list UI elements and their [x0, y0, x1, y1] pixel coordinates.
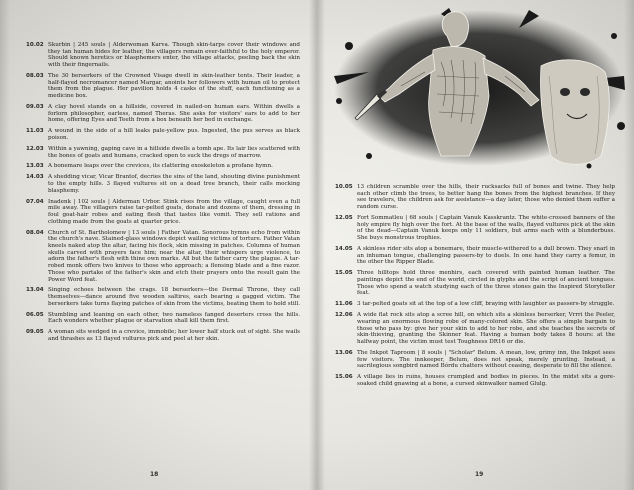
- hex-number: 15.06: [335, 374, 353, 381]
- hex-number: 06.05: [26, 311, 44, 318]
- hex-description: A wound in the side of a hill leaks pale-yellow pus. Ingested, the pus serves as black poison.: [48, 128, 300, 141]
- hex-number: 12.05: [335, 215, 353, 221]
- hex-entry: [26, 128, 300, 141]
- hex-entry: [335, 374, 615, 387]
- hex-description: 3 tar-pelted goats sit at the top of a low cliff, braying with laughter as passers-by struggle.: [357, 301, 615, 308]
- hex-description: A skinless rider sits atop a bonemare, their muscle-withered to a dull brown. They snarl in an inhuman tongue, challenging passers-by to duels. In one hand they carry a femur, in the other the Ripper Blade.: [357, 246, 615, 266]
- hex-entry: [335, 301, 615, 308]
- hex-number: 13.06: [335, 349, 353, 356]
- hex-entry: [26, 287, 300, 307]
- hex-entry: [26, 199, 300, 226]
- hex-number: 14.03: [26, 174, 44, 181]
- hex-description: Inadenk | 102 souls | Alderman Urbor. Stink rises from the village, caught even a full mile away. The villagers raise tar-pelted goats, donate and dozens of them, dressing in foul goat-hair robes and eating flesh that tastes like vomit. They sell rations and clothing made from the goats at quarter price.: [48, 198, 300, 225]
- hex-description: Within a yawning, gaping cave in a hillside dwells a tomb ape. Its lair lies scattered with the bones of goats and humans, cracked open to suck the dregs of marrow.: [48, 145, 300, 159]
- hex-number: 09.05: [26, 329, 44, 336]
- hex-entry: [335, 270, 615, 297]
- hex-number: 07.04: [26, 198, 44, 205]
- right-page: [317, 0, 634, 490]
- flayed-figure-illustration: [329, 6, 629, 182]
- hex-entry: [26, 42, 300, 69]
- hex-entry: [26, 73, 300, 100]
- hex-description: Church of St. Bartholomew | 13 souls | Father Vatan. Sonorous hymns echo from within the church's nave. Stained-glass windows depict wailing victims of torture. Father Vatan kneels naked atop the altar, facing his flock, skin missing in patches. Columns of human skulls carved with prayers face him; near the altar, their whispers urge violence, to adorn the father's flesh with thine own marks. All but the father carry the plague. A tar-robed monk offers two knives to those who approach; a flensing blade and a fine razor. Those who partake of the father's skin and etch their prayers onto the result gain the Power Word feat.: [48, 229, 300, 283]
- hex-entry: [26, 230, 300, 284]
- hex-entry: [26, 174, 300, 194]
- hex-number: 11.06: [335, 301, 353, 308]
- hex-description: A wide flat rock sits atop a scree hill, on which sits a skinless berserker, Vrrri the Peeler, wearing an enormous flowing robe of many-colored skin. She offers a simple bargain to those who pass by: give her your skin to add to her robe, and she teaches the secrets of skin-thieving, granting the Skinner feat. Having a human body takes 8 hours: at the halfway point, the victim must test Toughness DR16 or die.: [357, 312, 615, 345]
- hex-entry: [335, 246, 615, 266]
- hex-description: The 30 berserkers of the Crowned Visage dwell in skin-leather tents. Their leader, a half-flayed necromancer named Margar, anoints her followers with human oil to protect them from the plague. Her pavilion holds 4 casks of the stuff, each functioning as a medicine box.: [48, 73, 300, 100]
- hex-description: Singing echoes between the crags. 18 berserkers—the Dermal Throne, they call themselves—dance around five wooden saltires, each bearing a gagged victim. The berserkers take turns flaying patches of skin from the victims, beating them to hold still.: [48, 287, 300, 307]
- page-number-left: 18: [150, 471, 159, 478]
- hex-entry: [26, 312, 300, 325]
- hex-number: 12.03: [26, 145, 44, 152]
- hex-number: 08.03: [26, 73, 44, 79]
- hex-entry: [335, 312, 615, 346]
- hex-number: 12.06: [335, 312, 353, 319]
- hex-number: 13.03: [26, 163, 44, 170]
- right-entries: [335, 184, 615, 392]
- hex-entry: [26, 146, 300, 159]
- hex-number: 08.04: [26, 229, 44, 236]
- page-number-right: 19: [475, 471, 484, 478]
- hex-description: A woman sits wedged in a crevice, immobile; her lower half stuck out of sight. She wails and thrashes as 13 flayed vultures pick and peel at her skin.: [48, 329, 300, 343]
- hex-entry: [26, 329, 300, 342]
- hex-description: A bonemare leaps over the crevices, its clattering exoskeleton a profane hymn.: [48, 163, 273, 170]
- hex-description: A village lies in ruins, houses crumpled and bodies in pieces. In the midst sits a gore-soaked child gnawing at a bone, a cursed skinwalker named Glulg.: [357, 374, 615, 387]
- hex-entry: [335, 350, 615, 370]
- hex-entry: [335, 184, 615, 211]
- hex-entry: [26, 104, 300, 124]
- hex-entry: [26, 163, 300, 170]
- hex-description: Three hilltops hold three menhirs, each covered with painted human leather. The paintings depict the end of the world, circled in glyphs and the script of ancient tongues. Those who spend a watch studying each of the three stones gain the Inspired Storyteller feat.: [357, 270, 615, 297]
- book-gutter: [309, 0, 325, 490]
- hex-number: 14.05: [335, 246, 353, 252]
- hex-number: 10.05: [335, 184, 353, 190]
- hex-description: A clay hovel stands on a hillside, covered in nailed-on human ears. Within dwells a forlorn philosopher, earless, named Theras. She asks for visitors' ears to add to her home, offering Eyes and Teeth from a box beneath her bed in exchange.: [48, 104, 300, 124]
- hex-description: Skurbin | 245 souls | Alderwoman Karva. Though skin-tarps cover their windows and they tan human hides for leather, the villagers remain ever-faithful to the holy emperor. Should known heretics or blasphemers enter, the village attacks, peeling back the skin with their fingernails.: [48, 42, 300, 69]
- left-entries: [26, 42, 300, 347]
- hex-description: 13 children scramble over the hills, their rucksacks full of bones and twine. They help each other climb the trees, to better hang the bones from the highest branches. If they see travelers, the children ask for assistance—a day later, those who denied them suffer a random curse.: [357, 184, 615, 211]
- hex-number: 09.03: [26, 104, 44, 110]
- hex-entry: [335, 215, 615, 242]
- hex-description: A shedding vicar, Vicar Brantof, decries the sins of the land, shouting divine punishment to the empty hills. 3 flayed vultures sit on a dead tree branch, their calls mocking blasphemy.: [48, 174, 300, 194]
- hex-number: 10.02: [26, 42, 44, 48]
- hex-description: Stumbling and leaning on each other, two nameless fanged deserters cross the hills. Each wonders whether plague or starvation shall kill them first.: [48, 311, 300, 325]
- hex-number: 13.04: [26, 287, 44, 294]
- hex-number: 11.03: [26, 128, 44, 135]
- hex-number: 15.05: [335, 270, 353, 277]
- hex-description: The Inkpot Taproom | 8 souls | "Scholar" Belum. A mean, low, grimy inn, the Inkpot sees few visitors. The innkeeper, Belum, does not speak, merely grunting. Instead, a sacrilegious songbird named Bórdu chatters without ceasing, desperate to fill the silence.: [357, 349, 615, 370]
- hex-description: Fort Sommatleu | 68 souls | Captain Vanuk Kasskrantz. The white-crossed banners of the holy empire fly high over the fort. At the base of the walls, flayed vultures pick at the skin of the dead—Captain Vanuk keeps only 11 soldiers, but arms each with a blunderbuss. She buys monstrous trophies.: [357, 215, 615, 242]
